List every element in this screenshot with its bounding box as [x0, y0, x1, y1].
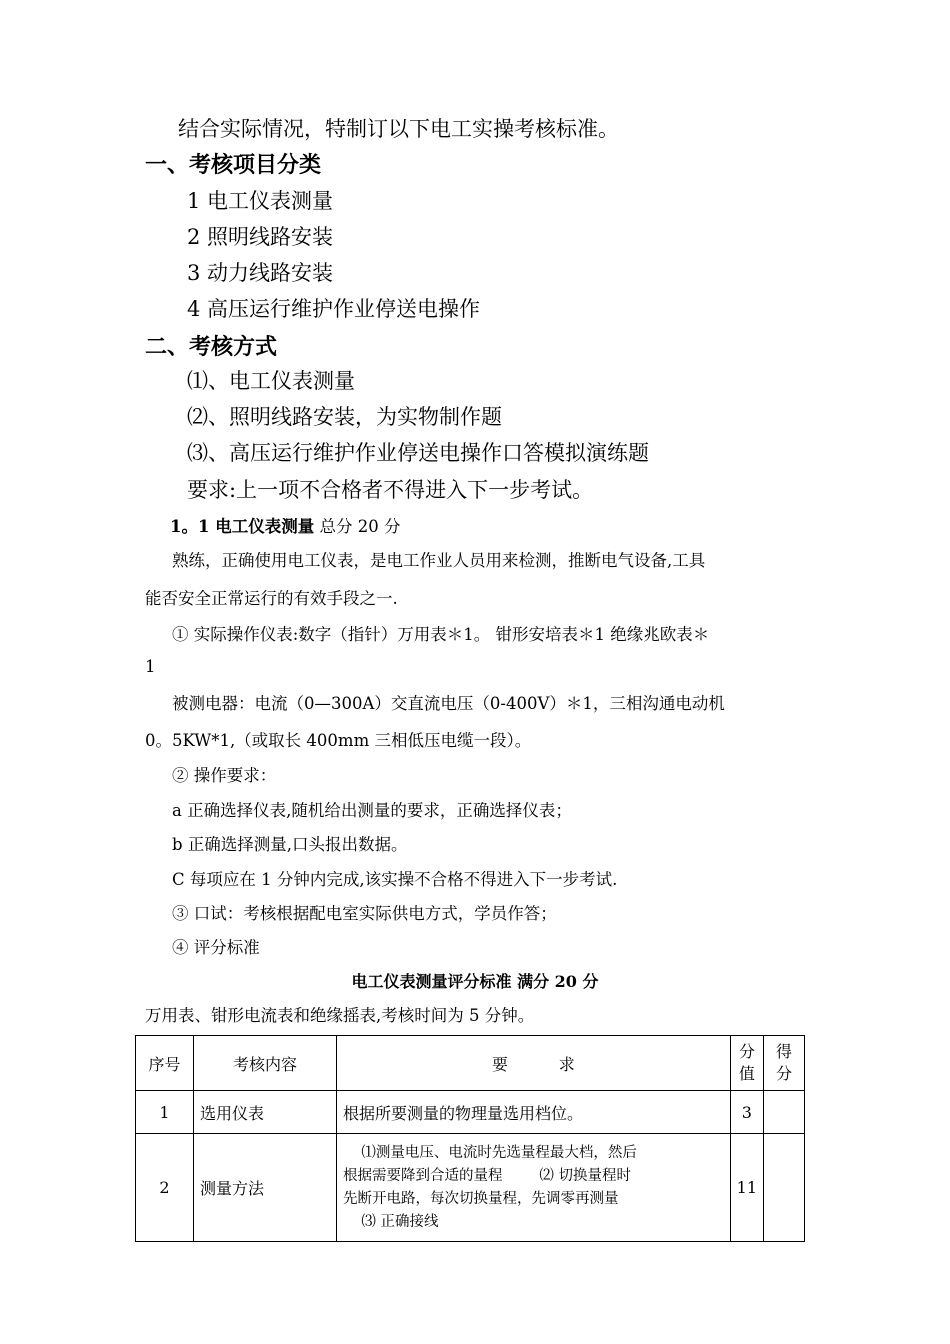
operation-item: a 正确选择仪表,随机给出测量的要求，正确选择仪表；: [172, 801, 572, 820]
requirement-line: ⑴测量电压、电流时先选量程最大档，然后: [343, 1144, 637, 1161]
category-item: 4 高压运行维护作业停送电操作: [187, 297, 481, 321]
category-item: 1 电工仪表测量: [187, 189, 334, 213]
paragraph-line: 被测电器：电流（0—300A）交直流电压（0-400V）＊1，三相沟通电动机: [172, 694, 725, 713]
row-score: 3: [730, 1091, 763, 1134]
intro-paragraph: 结合实际情况，特制订以下电工实操考核标准。: [178, 117, 619, 141]
section1-heading: 一、考核项目分类: [145, 153, 322, 178]
category-item: 3 动力线路安装: [187, 261, 334, 285]
row-got: [764, 1091, 805, 1134]
row-requirement: [337, 1134, 731, 1242]
table-header-row: [136, 1036, 805, 1091]
header-requirement: 要 求: [337, 1036, 731, 1091]
method-item: ⑴、电工仪表测量: [187, 369, 355, 393]
table-row: [136, 1134, 805, 1242]
operation-item: C 每项应在 1 分钟内完成,该实操不合格不得进入下一步考试.: [172, 870, 618, 889]
row-got: [764, 1134, 805, 1242]
subsection-title-bold: 1。1 电工仪表测量: [170, 517, 315, 536]
score-standard-label: ④ 评分标准: [172, 938, 260, 957]
subsection-title-total: 总分 20 分: [314, 517, 401, 536]
paragraph-line: 熟练，正确使用电工仪表，是电工作业人员用来检测，推断电气设备,工具: [172, 551, 706, 570]
operation-item: b 正确选择测量,口头报出数据。: [172, 835, 408, 854]
paragraph-line: 能否安全正常运行的有效手段之一.: [145, 589, 398, 608]
table-row: [136, 1091, 805, 1134]
oral-exam-text: ③ 口试：考核根据配电室实际供电方式，学员作答；: [172, 904, 557, 923]
category-item: 2 照明线路安装: [187, 225, 334, 249]
header-got: [764, 1036, 805, 1091]
table-title: 电工仪表测量评分标准 满分 20 分: [351, 972, 599, 991]
requirement-text: 要求:上一项不合格者不得进入下一步考试。: [187, 478, 594, 502]
header-score-line: 值: [738, 1064, 755, 1083]
requirement-line: ⑶ 正确接线: [343, 1213, 439, 1230]
header-content: 考核内容: [194, 1036, 337, 1091]
requirement-line: 先断开电路，每次切换量程，先调零再测量: [343, 1190, 619, 1207]
row-content: 测量方法: [194, 1134, 337, 1242]
requirement-line: 根据需要降到合适的量程 ⑵ 切换量程时: [343, 1167, 631, 1184]
table-note: 万用表、钳形电流表和绝缘摇表,考核时间为 5 分钟。: [145, 1006, 535, 1025]
paragraph-line: 1: [145, 657, 156, 676]
row-content: 选用仪表: [194, 1091, 337, 1134]
method-item: ⑶、高压运行维护作业停送电操作口答模拟演练题: [187, 441, 649, 465]
row-requirement: 根据所要测量的物理量选用档位。: [337, 1091, 731, 1134]
row-no: 2: [136, 1134, 194, 1242]
scoring-table: [135, 1035, 805, 1242]
paragraph-line: 0。5KW*1,（或取长 400mm 三相低压电缆一段）。: [145, 731, 532, 750]
paragraph-line: ① 实际操作仪表:数字（指针）万用表＊1。 钳形安培表＊1 绝缘兆欧表＊: [172, 625, 710, 644]
header-score-line: 分: [738, 1042, 755, 1061]
section2-heading: 二、考核方式: [145, 335, 278, 360]
row-score: 11: [730, 1134, 763, 1242]
header-score: [730, 1036, 763, 1091]
operation-title: ② 操作要求：: [172, 766, 277, 785]
subsection-title: [170, 513, 400, 537]
header-got-line: 分: [775, 1064, 792, 1083]
header-got-line: 得: [775, 1042, 792, 1061]
header-no: 序号: [136, 1036, 194, 1091]
row-no: 1: [136, 1091, 194, 1134]
method-item: ⑵、照明线路安装，为实物制作题: [187, 405, 502, 429]
